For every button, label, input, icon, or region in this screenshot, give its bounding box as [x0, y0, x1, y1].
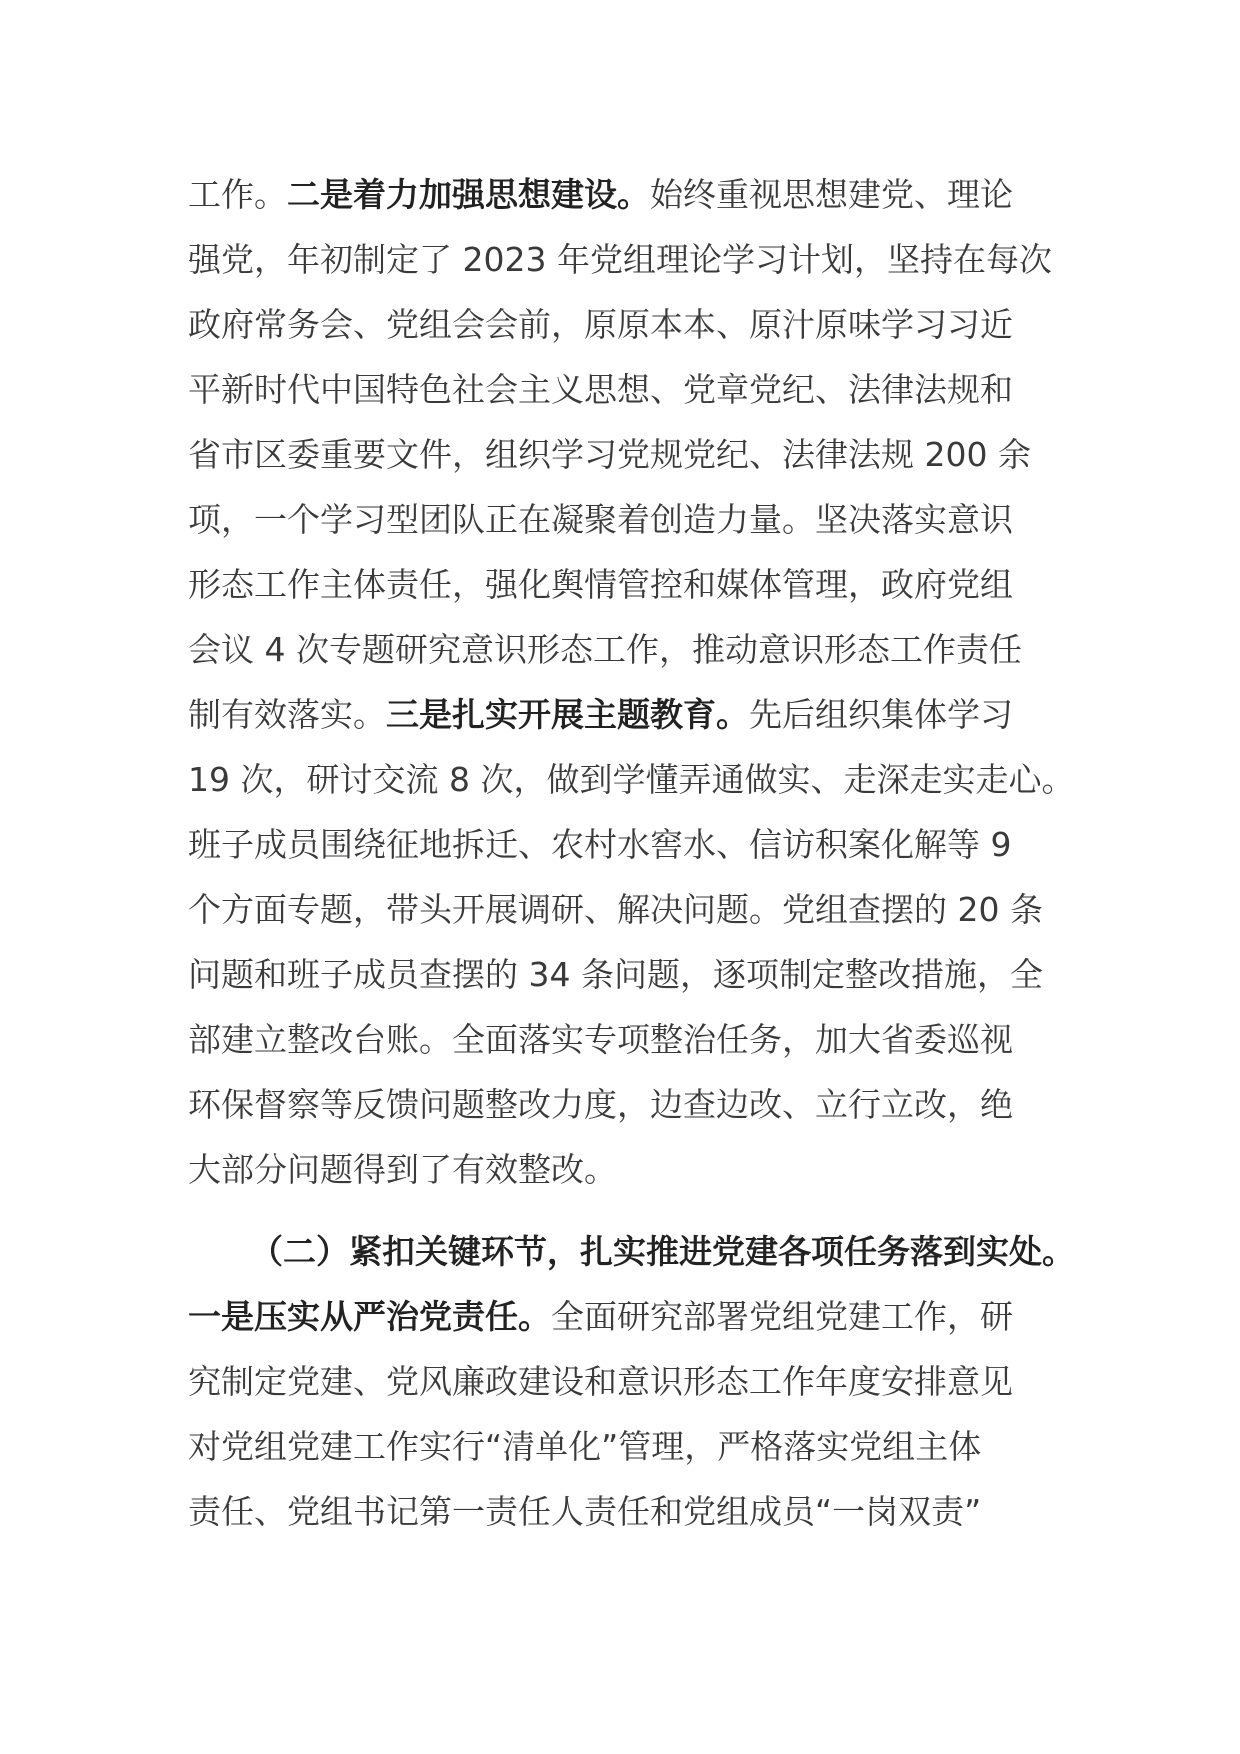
- section-heading: （二）紧扣关键环节，扎实推进党建各项任务落到实处。: [250, 1232, 1075, 1271]
- paragraph-2-line-2: [188, 1284, 1013, 1350]
- paragraph-2-line-5: 责任、党组书记第一责任人责任和党组成员“一岗双责”: [188, 1492, 982, 1531]
- text-run: 始终重视思想建党、理论: [650, 175, 1013, 214]
- paragraph-1-line-12: 个方面专题，带头开展调研、解决问题。党组查摆的 20 条: [188, 890, 1043, 929]
- paragraph-1-line-8: 会议 4 次专题研究意识形态工作，推动意识形态工作责任: [188, 630, 1022, 669]
- paragraph-1-line-6: 项，一个学习型团队正在凝聚着创造力量。坚决落实意识: [188, 500, 1013, 539]
- text-run: 制有效落实。: [188, 695, 386, 734]
- text-run: 全面研究部署党组党建工作，研: [551, 1297, 1013, 1336]
- bold-subheading: 一是压实从严治党责任。: [188, 1297, 551, 1336]
- paragraph-1-line-2: 强党，年初制定了 2023 年党组理论学习计划，坚持在每次: [188, 240, 1052, 279]
- bold-subheading: 三是扎实开展主题教育。: [386, 695, 749, 734]
- bold-subheading: 二是着力加强思想建设。: [287, 175, 650, 214]
- paragraph-2-line-3: 究制定党建、党风廉政建设和意识形态工作年度安排意见: [188, 1362, 1013, 1401]
- paragraph-1-line-10: 19 次，研讨交流 8 次，做到学懂弄通做实、走深走实走心。: [188, 760, 1075, 799]
- paragraph-1-line-9: [188, 682, 1013, 748]
- paragraph-2-line-4: 对党组党建工作实行“清单化”管理，严格落实党组主体: [188, 1427, 982, 1466]
- paragraph-1-line-11: 班子成员围绕征地拆迁、农村水窖水、信访积案化解等 9: [188, 825, 1012, 864]
- paragraph-1-line-13: 问题和班子成员查摆的 34 条问题，逐项制定整改措施，全: [188, 955, 1043, 994]
- paragraph-1-line-15: 环保督察等反馈问题整改力度，边查边改、立行立改，绝: [188, 1085, 1013, 1124]
- paragraph-1-line-14: 部建立整改台账。全面落实专项整治任务，加大省委巡视: [188, 1020, 1013, 1059]
- paragraph-1-line-7: 形态工作主体责任，强化舆情管控和媒体管理，政府党组: [188, 565, 1013, 604]
- text-run: 先后组织集体学习: [749, 695, 1013, 734]
- text-run: 工作。: [188, 175, 287, 214]
- paragraph-1-line-5: 省市区委重要文件，组织学习党规党纪、法律法规 200 余: [188, 435, 1031, 474]
- paragraph-1-line-3: 政府常务会、党组会会前，原原本本、原汁原味学习习近: [188, 305, 1013, 344]
- paragraph-1-line-16: 大部分问题得到了有效整改。: [188, 1150, 617, 1189]
- paragraph-1-line-1: [188, 162, 1013, 228]
- paragraph-1-line-4: 平新时代中国特色社会主义思想、党章党纪、法律法规和: [188, 370, 1013, 409]
